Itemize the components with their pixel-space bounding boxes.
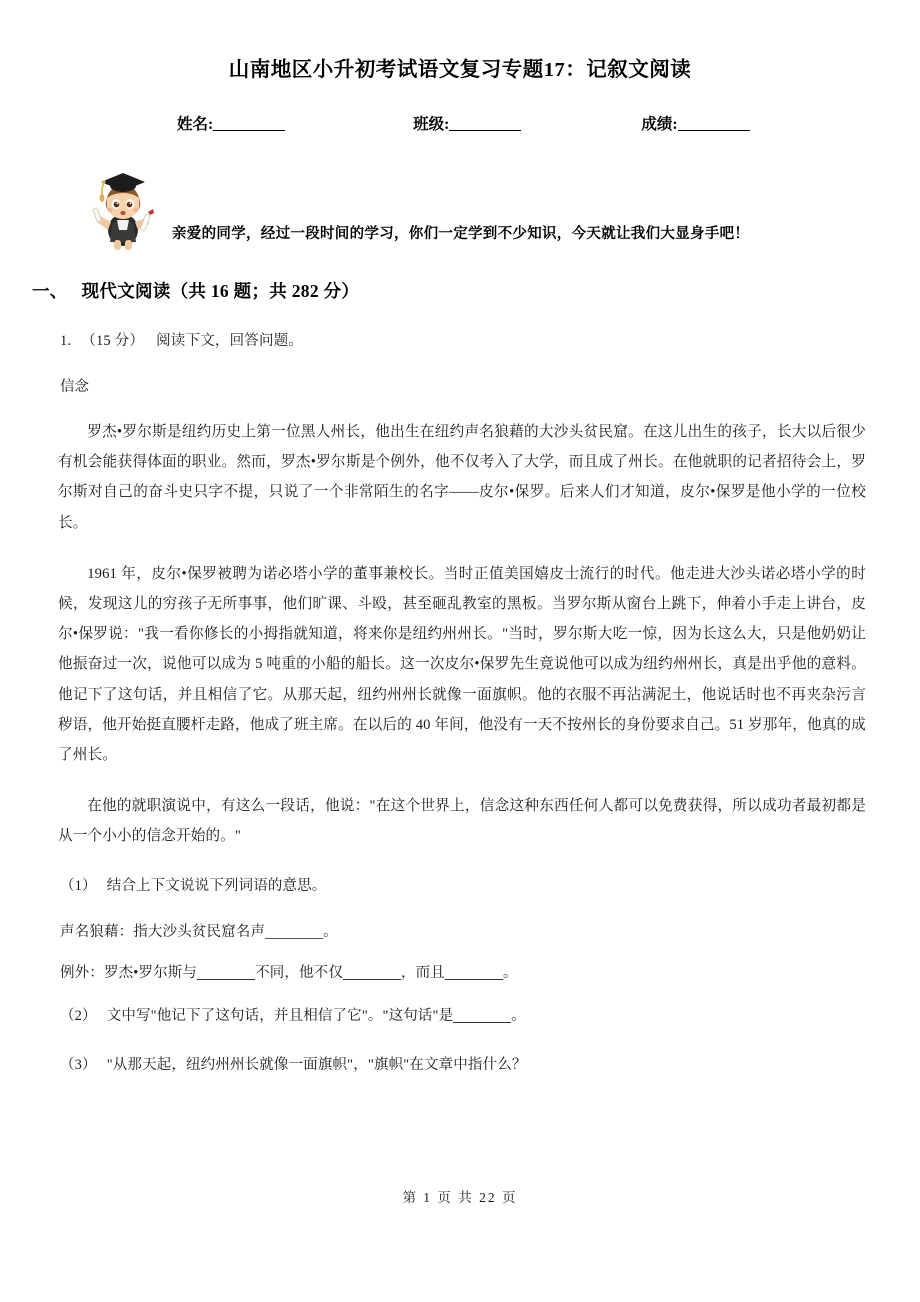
passage-paragraph: 罗杰•罗尔斯是纽约历史上第一位黑人州长，他出生在纽约声名狼藉的大沙头贫民窟。在这儿出生的孩子，长大以后很少有机会能获得体面的职业。然而，罗杰•罗尔斯是个例外，他不仅考入了大学，而且成了州长。在他就职的记者招待会上，罗尔斯对自己的奋斗史只字不提，只说了一个非常陌生的名字——皮尔•保罗。后来人们才知道，皮尔•保罗是他小学的一位校长。 [58,424,866,531]
sub-question-text: 结合上下文说说下列词语的意思。 [106,877,327,894]
name-field [177,112,285,134]
section-number: 一、 [32,281,68,301]
page-footer: 第 1 页 共 22 页 [402,1190,518,1205]
sub-question-text: 文中写"他记下了这句话，并且相信了它"。"这句话"是 [106,1008,454,1025]
vocab-period: 。 [323,924,338,941]
question-instruction: 阅读下文，回答问题。 [156,333,304,349]
passage-paragraph: 在他的就职演说中，有这么一段话，他说："在这个世界上，信念这种东西任何人都可以免费获得，所以成功者最初都是从一个小小的信念开始的。" [58,798,866,845]
passage-paragraph: 1961 年，皮尔•保罗被聘为诺必塔小学的董事兼校长。当时正值美国嬉皮士流行的时代。他走进大沙头诺必塔小学的时候，发现这儿的穷孩子无所事事，他们旷课、斗殴，甚至砸乱教室的黑板。当罗尔斯从窗台上跳下，伸着小手走上讲台，皮尔•保罗说："我一看你修长的小拇指就知道，将来你是纽约州州长。"当时，罗尔斯大吃一惊，因为长这么大，只是他奶奶让他振奋过一次，说他可以成为 5 吨重的小船的船长。这一次皮尔•保罗先生竟说他可以成为纽约州州长，真是出乎他的意料。他记下了这句话，并且相信了它。从那天起，纽约州州长就像一面旗帜。他的衣服不再沾满泥土，他说话时也不再夹杂污言秽语，他开始挺直腰杆走路，他成了班主席。在以后的 40 年间，他没有一天不按州长的身份要求自己。51 岁那年，他真的成了州长。 [58,565,866,764]
example-prompt-part3: ，而且 [400,965,445,982]
sub-question-number: （1） [60,877,97,894]
example-prompt-part1: 例外：罗杰•罗尔斯与 [60,965,198,982]
question-1 [32,329,888,1079]
sub-question-2 [32,1003,888,1031]
question-stem [32,329,888,350]
class-label: 班级: [413,116,450,133]
name-label: 姓名: [177,116,214,133]
sub-question-number: （3） [60,1056,97,1073]
example-period: 。 [502,965,518,982]
name-blank[interactable] [213,130,285,131]
section-title: 现代文阅读（共 16 题；共 282 分） [81,281,360,301]
sub-question-text: "从那天起，纽约州州长就像一面旗帜"，"旗帜"在文章中指什么？ [106,1056,527,1073]
sub-question-number: （2） [60,1008,97,1025]
page-title: 山南地区小升初考试语文复习专题17：记叙文阅读 [228,59,692,81]
example-blank-2[interactable] [343,979,401,980]
question-marks: （15 分） [81,333,145,349]
score-blank[interactable] [678,130,750,131]
example-prompt-part2: 不同，他不仅 [255,965,343,982]
vocab-line-2 [32,961,888,982]
sub-question-period: 。 [511,1008,526,1025]
vocab-term-prompt: 声名狼藉：指大沙头贫民窟名声 [60,924,266,941]
example-blank-1[interactable] [197,979,255,980]
sub-question-2-blank[interactable] [453,1022,511,1023]
example-blank-3[interactable] [445,979,503,980]
vocab-line-1 [32,920,888,941]
student-id-fields [32,112,888,134]
section-heading [32,278,888,303]
sub-question-3 [32,1052,888,1080]
sub-question-1 [32,873,888,901]
score-label: 成绩: [641,116,678,133]
class-blank[interactable] [449,130,521,131]
vocab-answer-blank[interactable] [265,938,323,939]
class-field [413,112,521,134]
graduate-mascot-icon [86,160,160,252]
greeting-block [32,160,888,256]
score-field [641,112,749,134]
question-number: 1. [60,333,72,349]
passage-title: 信念 [60,379,89,395]
greeting-text: 亲爱的同学，经过一段时间的学习，你们一定学到不少知识，今天就让我们大显身手吧！ [172,226,750,242]
